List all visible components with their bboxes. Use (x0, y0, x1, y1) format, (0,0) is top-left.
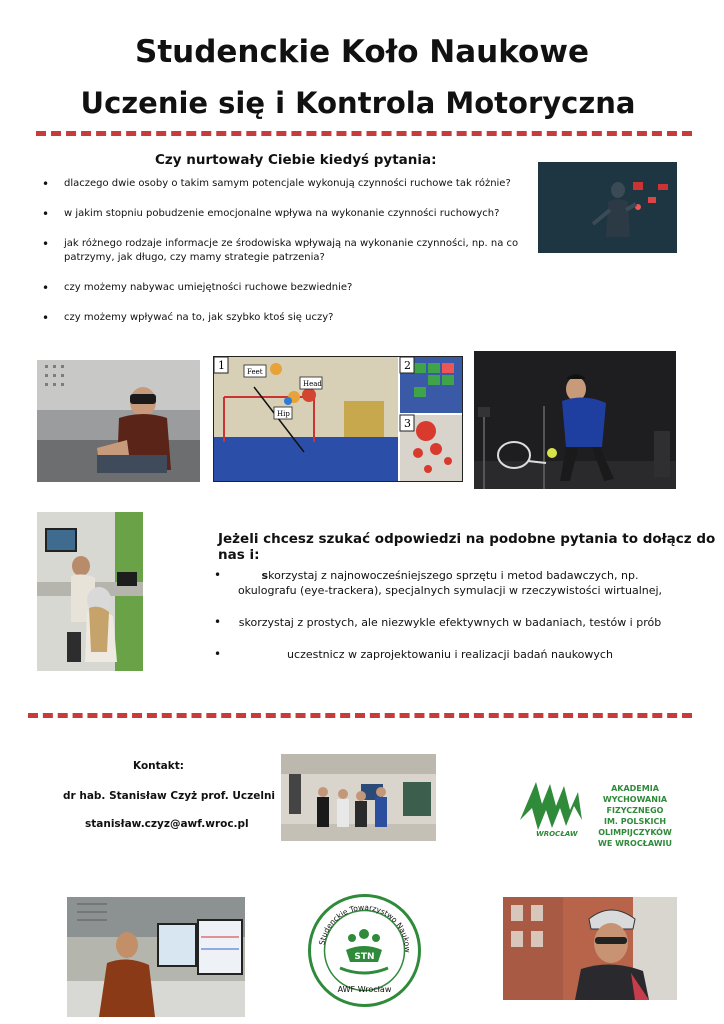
join-item-2: • skorzystaj z prostych, ale niezwykle efektywnych w badaniach, testów i prób (214, 615, 662, 629)
feet-label: Feet (247, 368, 263, 376)
title-line-1: Studenckie Koło Naukowe (135, 34, 589, 70)
question-item: • jak różnego rodzaje informacje ze środowiska wpływają na wykonanie czynności, np. na co patrzymy, jak długo, czy mamy strategie patrzenia? (38, 237, 528, 265)
bottom-dashed-divider (28, 713, 692, 718)
vr-headset-photo (37, 360, 200, 482)
vr-dark-photo (538, 162, 677, 253)
stn-ring-text: Studenckie Towarzystwo Naukow (317, 902, 413, 953)
questions-list (38, 177, 528, 341)
motion-analysis-figure (213, 356, 463, 482)
awf-city: WROCŁAW (536, 830, 578, 838)
contact-email[interactable]: stanisław.czyz@awf.wroc.pl (85, 818, 249, 830)
cyclist-photo (503, 897, 677, 1000)
lab-computer-photo (67, 897, 245, 1017)
awf-logo-text: AKADEMIA WYCHOWANIA FIZYCZNEGO IM. POLSKICH OLIMPIJCZYKÓW WE WROCŁAWIU (598, 784, 672, 848)
eeg-lab-photo (37, 512, 143, 671)
contact-name: dr hab. Stanisław Czyż prof. Uczelni (63, 790, 276, 802)
question-item: • w jakim stopniu pobudzenie emocjonalne wpływa na wykonanie czynności ruchowych? (38, 207, 528, 221)
panel-2-label: 2 (404, 359, 411, 372)
top-dashed-divider (36, 131, 692, 136)
stn-bottom-text: AWF Wrocław (337, 985, 392, 994)
contact-label: Kontakt: (133, 760, 184, 772)
hip-label: Hip (277, 410, 290, 418)
title-line-2: Uczenie się i Kontrola Motoryczna (80, 86, 636, 120)
group-photo (281, 754, 436, 841)
stn-initials: STN (354, 952, 375, 962)
join-heading: Jeżeli chcesz szukać odpowiedzi na podobne pytania to dołącz do nas i: (218, 531, 716, 563)
tennis-player-photo (474, 351, 676, 489)
question-item: • czy możemy nabywac umiejętności ruchowe bezwiednie? (38, 281, 528, 295)
question-item: • czy możemy wpływać na to, jak szybko ktoś się uczy? (38, 311, 528, 325)
panel-3-label: 3 (404, 417, 411, 430)
stn-logo (306, 892, 423, 1009)
join-item-3: • uczestnicz w zaprojektowaniu i realizacji badań naukowych (214, 647, 613, 661)
question-item: • dlaczego dwie osoby o takim samym potencjale wykonują czynności ruchowe tak różnie? (38, 177, 528, 191)
questions-heading: Czy nurtowały Ciebie kiedyś pytania: (155, 152, 437, 168)
join-item-1: • skorzystaj z najnowocześniejszego sprzętu i metod badawczych, np. okulografu (eye-trackera), specjalnych symulacji w rzeczywistości wirtualnej, (214, 568, 663, 597)
head-label: Head (303, 380, 322, 388)
panel-1-label: 1 (218, 359, 225, 372)
